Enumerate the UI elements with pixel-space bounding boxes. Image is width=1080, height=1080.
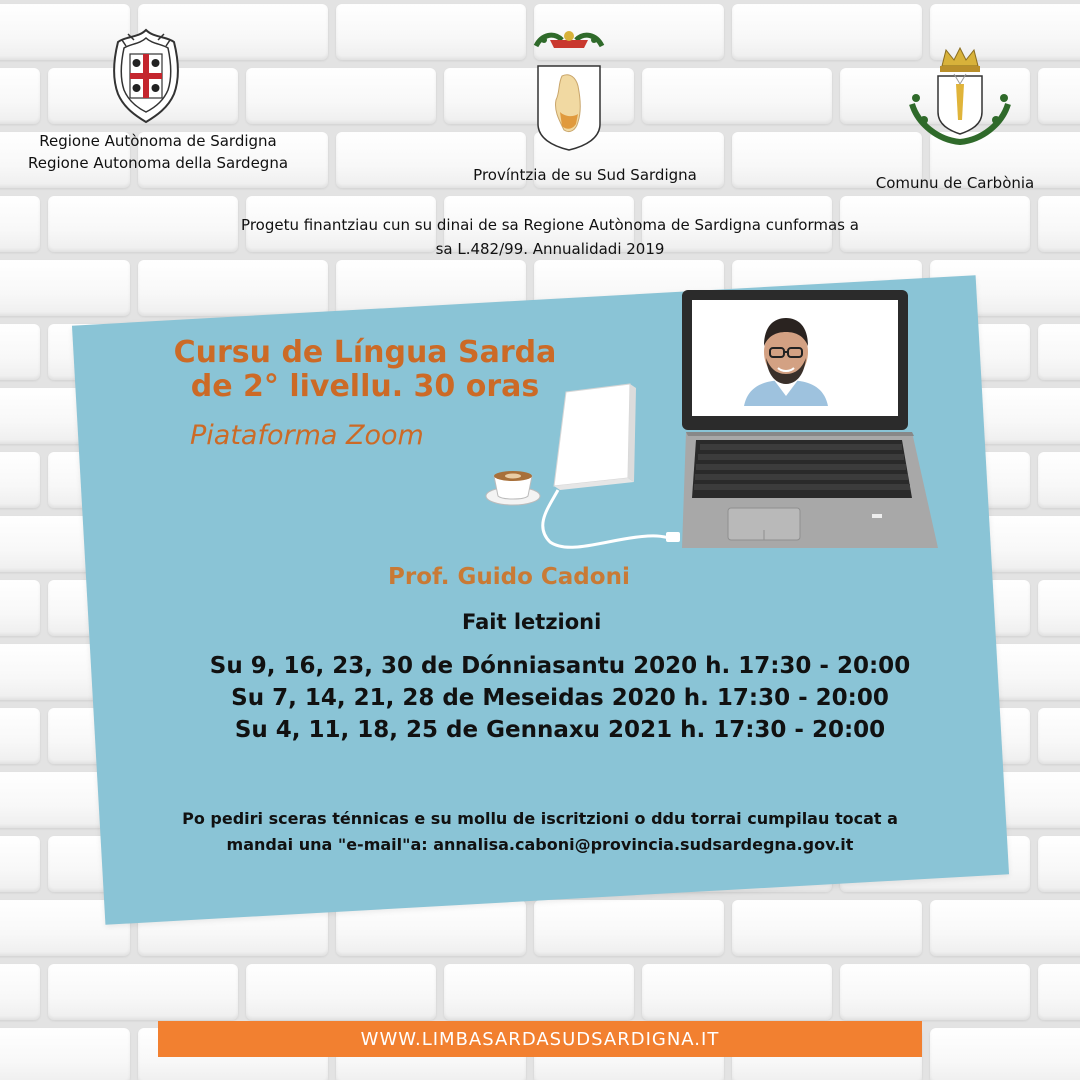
- lesson-dates-january: Su 4, 11, 18, 25 de Gennaxu 2021 h. 17:30 - 20:00: [234, 717, 886, 743]
- funding-note-line1: Progetu finantziau cun su dinai de sa Regione Autònoma de Sardigna cunformas a: [241, 216, 859, 234]
- teacher-name: Prof. Guido Cadoni: [388, 564, 630, 590]
- region-name-italian: Regione Autonoma della Sardegna: [27, 154, 289, 172]
- region-coat-of-arms-logo: [108, 28, 184, 124]
- teacher-photo: [740, 310, 832, 406]
- contact-line2: mandai una "e-mail"a: annalisa.caboni@provincia.sudsardegna.gov.it: [226, 835, 854, 854]
- website-banner[interactable]: [158, 1021, 922, 1057]
- region-name-sardinian: Regione Autònoma de Sardigna: [39, 132, 277, 150]
- lesson-dates-november: Su 9, 16, 23, 30 de Dónniasantu 2020 h. 17:30 - 20:00: [209, 653, 911, 679]
- lessons-label: Fait letzioni: [462, 610, 602, 634]
- course-platform: Piataforma Zoom: [190, 420, 424, 451]
- province-coat-of-arms-logo: [528, 26, 610, 152]
- course-title-line2: de 2° livellu. 30 oras: [190, 369, 540, 404]
- lesson-dates: [160, 650, 960, 746]
- municipality-coat-of-arms-logo: [902, 44, 1018, 148]
- lesson-dates-december: Su 7, 14, 21, 28 de Meseidas 2020 h. 17:30 - 20:00: [231, 685, 889, 711]
- funding-note-line2: sa L.482/99. Annualidadi 2019: [435, 240, 665, 258]
- municipality-name: Comunu de Carbònia: [875, 174, 1035, 192]
- contact-line1: Po pediri sceras ténnicas e su mollu de iscritzioni o ddu torrai cumpilau tocat a: [182, 809, 898, 828]
- course-title-line1: Cursu de Língua Sarda: [173, 335, 557, 370]
- book-illustration: [530, 378, 690, 553]
- province-name: Províntzia de su Sud Sardigna: [473, 166, 697, 184]
- website-url[interactable]: WWW.LIMBASARDASUDSARDIGNA.IT: [360, 1028, 720, 1050]
